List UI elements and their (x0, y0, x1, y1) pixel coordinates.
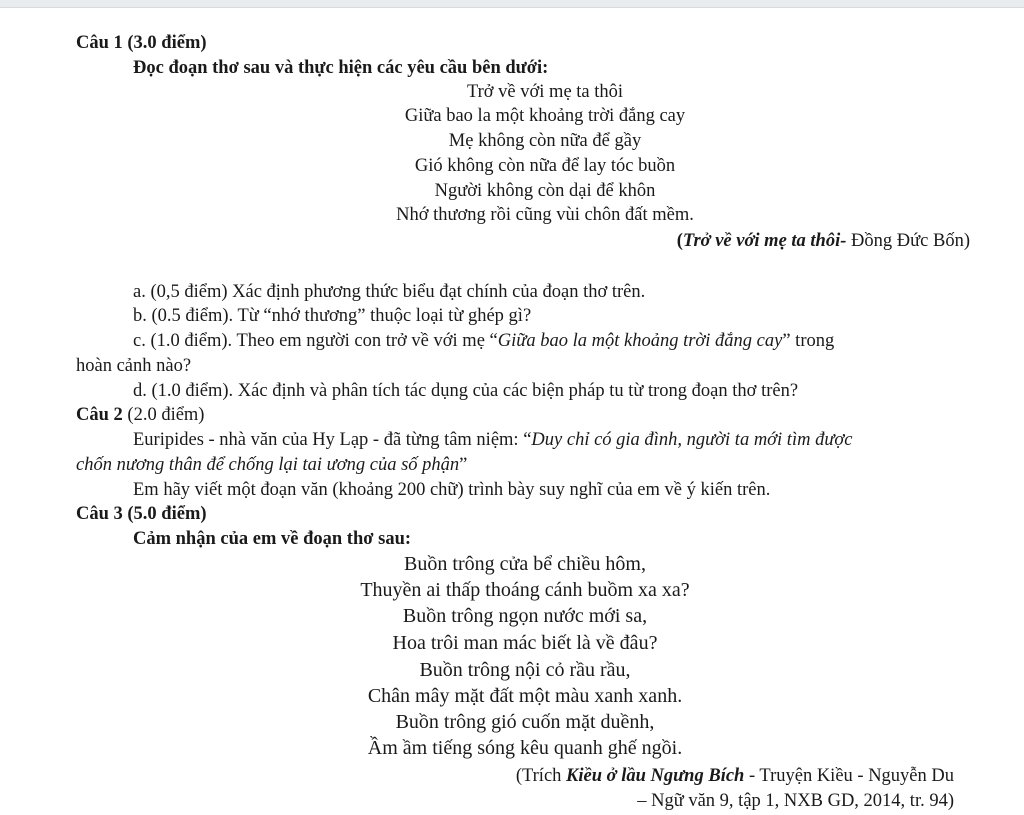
question-1c-quote: Giữa bao la một khoảng trời đắng cay (497, 331, 783, 351)
poem-2-source-suffix: - Truyện Kiều - Nguyễn Du (744, 766, 954, 786)
question-2-quote-part1: Duy chỉ có gia đình, người ta mới tìm được (531, 430, 853, 450)
question-1c-text: c. (1.0 điểm). Theo em người con trở về với mẹ “ (133, 331, 498, 351)
question-2-quote-close: ” (459, 455, 468, 475)
question-2-task: Em hãy viết một đoạn văn (khoảng 200 chữ) trình bày suy nghĩ của em về ý kiến trên. (133, 480, 771, 500)
source-title: Trở về với mẹ ta thôi- (682, 231, 847, 251)
question-1-heading: Câu 1 (3.0 điểm) (76, 33, 207, 53)
poem-1-line: Nhớ thương rồi cũng vùi chôn đất mềm. (396, 205, 694, 225)
question-2-heading (76, 403, 204, 427)
poem-2-line: Ầm ầm tiếng sóng kêu quanh ghế ngồi. (367, 737, 683, 759)
poem-2-line: Hoa trôi man mác biết là về đâu? (392, 632, 658, 654)
question-3-heading: Câu 3 (5.0 điểm) (76, 504, 207, 524)
poem-2-line: Buồn trông gió cuốn mặt duềnh, (395, 711, 655, 733)
poem-1-line: Mẹ không còn nữa để gầy (448, 131, 642, 151)
question-1b: b. (0.5 điểm). Từ “nhớ thương” thuộc loại từ ghép gì? (133, 306, 532, 326)
question-1-instruction: Đọc đoạn thơ sau và thực hiện các yêu cầu bên dưới: (133, 58, 549, 78)
source-author: Đồng Đức Bốn) (846, 231, 970, 251)
poem-2-line: Buồn trông cửa bể chiều hôm, (404, 553, 646, 575)
poem-2-source (516, 764, 954, 788)
question-2-quote-part2: chốn nương thân để chống lại tai ương của số phận (76, 455, 460, 475)
poem-2-line: Buồn trông ngọn nước mới sa, (402, 605, 648, 627)
poem-2-line: Thuyền ai thấp thoáng cánh buồm xa xa? (360, 579, 690, 601)
question-3-instruction: Cảm nhận của em về đoạn thơ sau: (133, 529, 412, 549)
question-1c (133, 329, 834, 353)
question-1c-continuation: hoàn cảnh nào? (76, 356, 192, 376)
poem-1-line: Trở về với mẹ ta thôi (466, 82, 624, 102)
poem-2-source-line2: – Ngữ văn 9, tập 1, NXB GD, 2014, tr. 94) (637, 791, 954, 811)
poem-1-line: Giữa bao la một khoảng trời đắng cay (404, 106, 686, 126)
poem-2-source-prefix: (Trích (515, 766, 567, 786)
poem-2-line: Buồn trông nội cỏ rầu rầu, (419, 659, 631, 681)
poem-1-line: Người không còn dại để khôn (434, 181, 656, 201)
poem-2-source-title: Kiều ở lầu Ngưng Bích (566, 766, 745, 786)
question-1a: a. (0,5 điểm) Xác định phương thức biểu đạt chính của đoạn thơ trên. (133, 282, 646, 302)
question-1c-text-end: ” trong (782, 331, 835, 351)
question-1d: d. (1.0 điểm). Xác định và phân tích tác dụng của các biện pháp tu từ trong đoạn thơ trên? (133, 381, 799, 401)
question-2-quote-continuation (76, 453, 467, 477)
question-2-intro (133, 428, 853, 452)
poem-1-line: Gió không còn nữa để lay tóc buồn (414, 156, 676, 176)
question-2-heading-label: Câu 2 (76, 405, 123, 425)
source-open-paren: ( (676, 231, 683, 251)
question-2-heading-points: (2.0 điểm) (122, 405, 205, 425)
poem-2-line: Chân mây mặt đất một màu xanh xanh. (367, 685, 683, 707)
question-2-intro-text: Euripides - nhà văn của Hy Lạp - đã từng tâm niệm: “ (133, 430, 532, 450)
poem-1-source (677, 229, 970, 253)
